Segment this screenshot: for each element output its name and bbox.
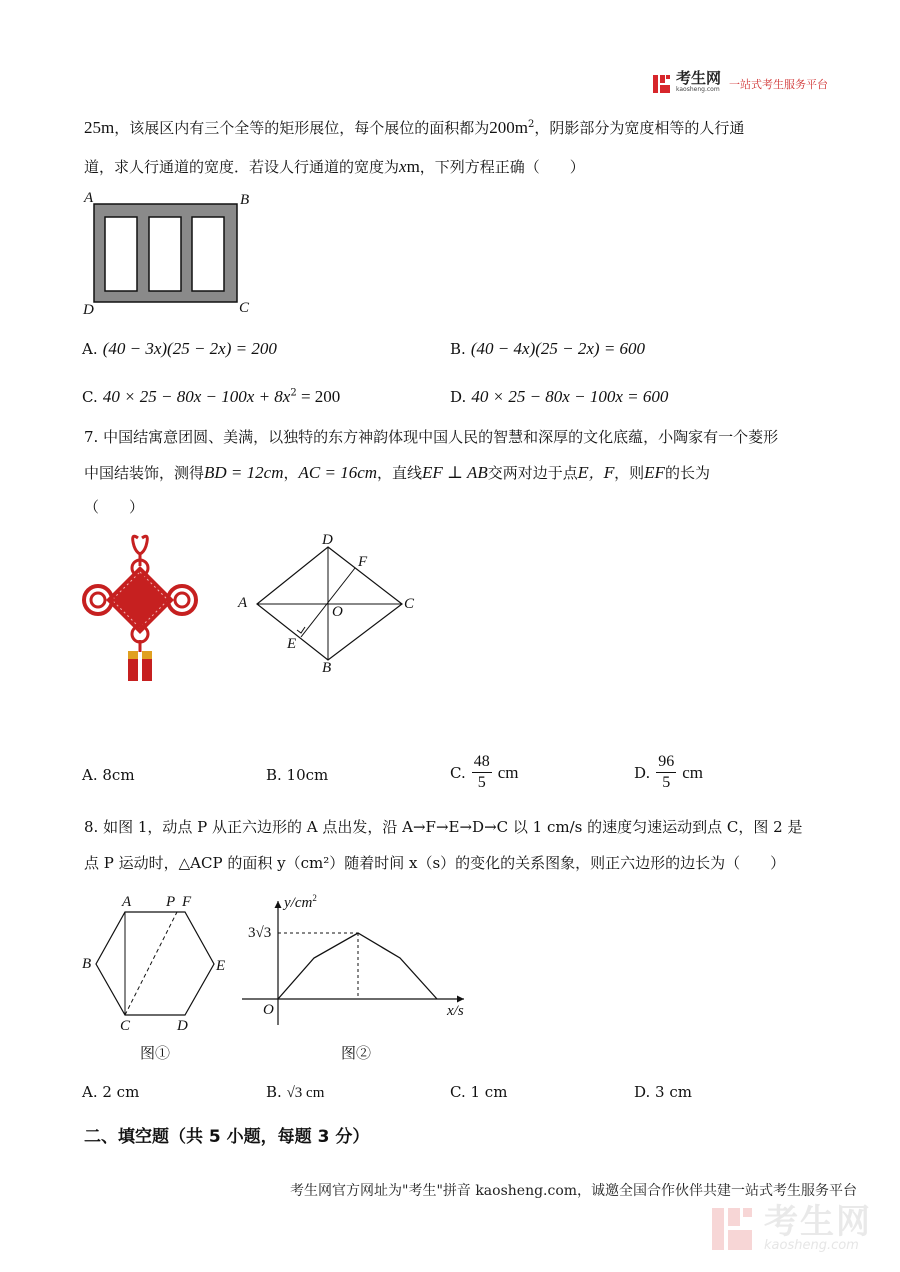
- kaosheng-logo-icon: [652, 73, 672, 95]
- q8-line1: 8. 如图 1，动点 P 从正六边形的 A 点出发，沿 A→F→E→D→C 以 1 cm/s 的速度匀速运动到点 C，图 2 是: [84, 818, 803, 836]
- hex-label-b: B: [82, 956, 92, 972]
- q6-label-d: D: [83, 302, 94, 318]
- header-logo[interactable]: [652, 69, 829, 96]
- graph-y-label: $y/cm^2$: [284, 893, 317, 911]
- q6-label-c: C: [239, 300, 250, 316]
- watermark-logo-icon: [710, 1204, 756, 1254]
- watermark: [710, 1204, 872, 1254]
- q7-rhombus-figure: [230, 530, 430, 680]
- q7-option-d[interactable]: D. $\frac{96}{5}$ cm: [634, 753, 704, 791]
- q6-exhibition-figure: [80, 190, 260, 320]
- hex-label-e: E: [216, 958, 226, 974]
- q7-label-c: C: [404, 596, 415, 612]
- q7-line1: 7. 中国结寓意团圆、美满，以独特的东方神韵体现中国人民的智慧和深厚的文化底蕴，小陶家有一个菱形: [84, 428, 779, 446]
- q7-label-a: A: [238, 595, 248, 611]
- q6-area: 200m: [489, 118, 528, 137]
- hex-label-p: P: [166, 894, 176, 910]
- q6-label-a: A: [84, 190, 94, 206]
- logo-url: kaosheng.com: [676, 86, 720, 93]
- q6-booth-2: [149, 217, 181, 291]
- q6-line1: 25m，该展区内有三个全等的矩形展位，每个展位的面积都为$200m^2$，阴影部分为宽度相等的人行通: [84, 118, 745, 137]
- q7-option-a[interactable]: A. 8cm: [82, 766, 135, 784]
- q6-option-c[interactable]: C. $40 \times 25 - 80x - 100x + 8x^2 = 200$: [82, 387, 341, 406]
- q7-label-b: B: [322, 660, 332, 676]
- q7-line2: 中国结装饰，测得BD = 12cm，AC = 16cm，直线EF ⊥ AB交两对边于点E，F，则EF的长为: [84, 463, 710, 482]
- q7-label-d: D: [322, 532, 333, 548]
- chinese-knot-image: [78, 530, 213, 685]
- q6-length: 25m: [84, 118, 115, 137]
- q8-option-c[interactable]: C. 1 cm: [450, 1083, 508, 1101]
- q7-label-e: E: [287, 636, 297, 652]
- logo-text: 考生网: [676, 69, 722, 87]
- q6-line2: 道，求人行通道的宽度．若设人行通道的宽度为xm，下列方程正确（ ）: [84, 157, 585, 176]
- section2-title: 二、填空题（共 5 小题，每题 3 分）: [84, 1127, 370, 1147]
- q6-option-a[interactable]: A. (40 − 3x)(25 − 2x) = 200: [82, 339, 277, 358]
- q8-option-a[interactable]: A. 2 cm: [82, 1083, 140, 1101]
- graph-origin-label: O: [263, 1002, 274, 1018]
- q8-area-graph: [240, 895, 470, 1030]
- q7-label-f: F: [358, 554, 368, 570]
- q6-option-d[interactable]: D. 40 × 25 − 80x − 100x = 600: [450, 387, 669, 406]
- q6-booth-1: [105, 217, 137, 291]
- hex-label-f: F: [182, 894, 192, 910]
- watermark-url: kaosheng.com: [764, 1238, 859, 1253]
- fig2-caption: 图②: [341, 1044, 372, 1062]
- q7-option-c[interactable]: C. $\frac{48}{5}$ cm: [450, 753, 519, 791]
- hex-label-a: A: [122, 894, 132, 910]
- q8-hexagon-figure: [90, 895, 230, 1025]
- q7-label-o: O: [332, 604, 343, 620]
- q7-answer-blank: （ ）: [84, 498, 145, 516]
- q8-line2: 点 P 运动时，△ACP 的面积 y（cm²）随着时间 x（s）的变化的关系图象，则正六边形的边长为（ ）: [84, 854, 786, 872]
- watermark-text: 考生网: [764, 1202, 872, 1242]
- q7-option-d-fraction: $\frac{96}{5}$: [658, 753, 675, 791]
- q8-option-b[interactable]: B. √3 cm: [266, 1083, 325, 1101]
- q8-option-d[interactable]: D. 3 cm: [634, 1083, 692, 1101]
- graph-peak-label: 3√3: [248, 925, 272, 941]
- hex-label-c: C: [120, 1018, 131, 1034]
- page-footer: 考生网官方网址为"考生"拼音 kaosheng.com，诚邀全国合作伙伴共建一站式考生服务平台: [290, 1183, 858, 1199]
- header-slogan: 一站式考生服务平台: [729, 78, 829, 91]
- q7-option-b[interactable]: B. 10cm: [266, 766, 329, 784]
- q7-option-c-fraction: $\frac{48}{5}$: [473, 753, 490, 791]
- hex-label-d: D: [177, 1018, 188, 1034]
- q6-label-b: B: [240, 192, 250, 208]
- q6-option-b[interactable]: B. (40 − 4x)(25 − 2x) = 600: [450, 339, 646, 358]
- graph-x-label: x/s: [447, 1003, 464, 1019]
- fig1-caption: 图①: [140, 1044, 171, 1062]
- q6-booth-3: [192, 217, 224, 291]
